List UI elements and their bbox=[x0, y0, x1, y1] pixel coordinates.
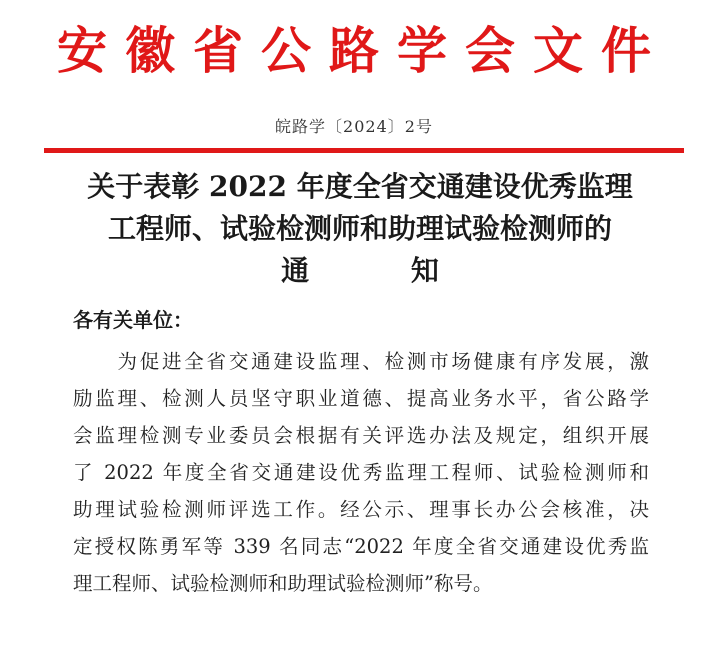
document-number: 皖路学〔2024〕2号 bbox=[275, 117, 433, 136]
body-line: 励监理、检测人员坚守职业道德、提高业务水平，省公路学 bbox=[73, 387, 649, 410]
body-line: 了 2022 年度全省交通建设优秀监理工程师、试验检测师和 bbox=[73, 461, 649, 484]
body-line: 会监理检测专业委员会根据有关评选办法及规定，组织开展 bbox=[73, 424, 649, 447]
salutation: 各有关单位： bbox=[73, 308, 193, 332]
body-line: 为促进全省交通建设监理、检测市场健康有序发展，激 bbox=[73, 350, 649, 373]
notice-title-line-2: 工程师、试验检测师和助理试验检测师的 bbox=[107, 212, 612, 245]
body-line: 定授权陈勇军等 339 名同志“2022 年度全省交通建设优秀监 bbox=[73, 535, 649, 558]
body-paragraph bbox=[73, 343, 649, 602]
notice-title-word: 通 知 bbox=[281, 254, 485, 287]
document-header-title: 安徽省公路学会文件 bbox=[57, 21, 669, 80]
red-divider-line bbox=[44, 148, 684, 153]
notice-title-line-1: 关于表彰 2022 年度全省交通建设优秀监理 bbox=[87, 170, 633, 203]
body-line: 助理试验检测师评选工作。经公示、理事长办公会核准，决 bbox=[73, 498, 649, 521]
body-line: 理工程师、试验检测师和助理试验检测师”称号。 bbox=[73, 572, 493, 595]
notice-title bbox=[60, 166, 660, 292]
notice-title-line-3 bbox=[60, 250, 660, 292]
